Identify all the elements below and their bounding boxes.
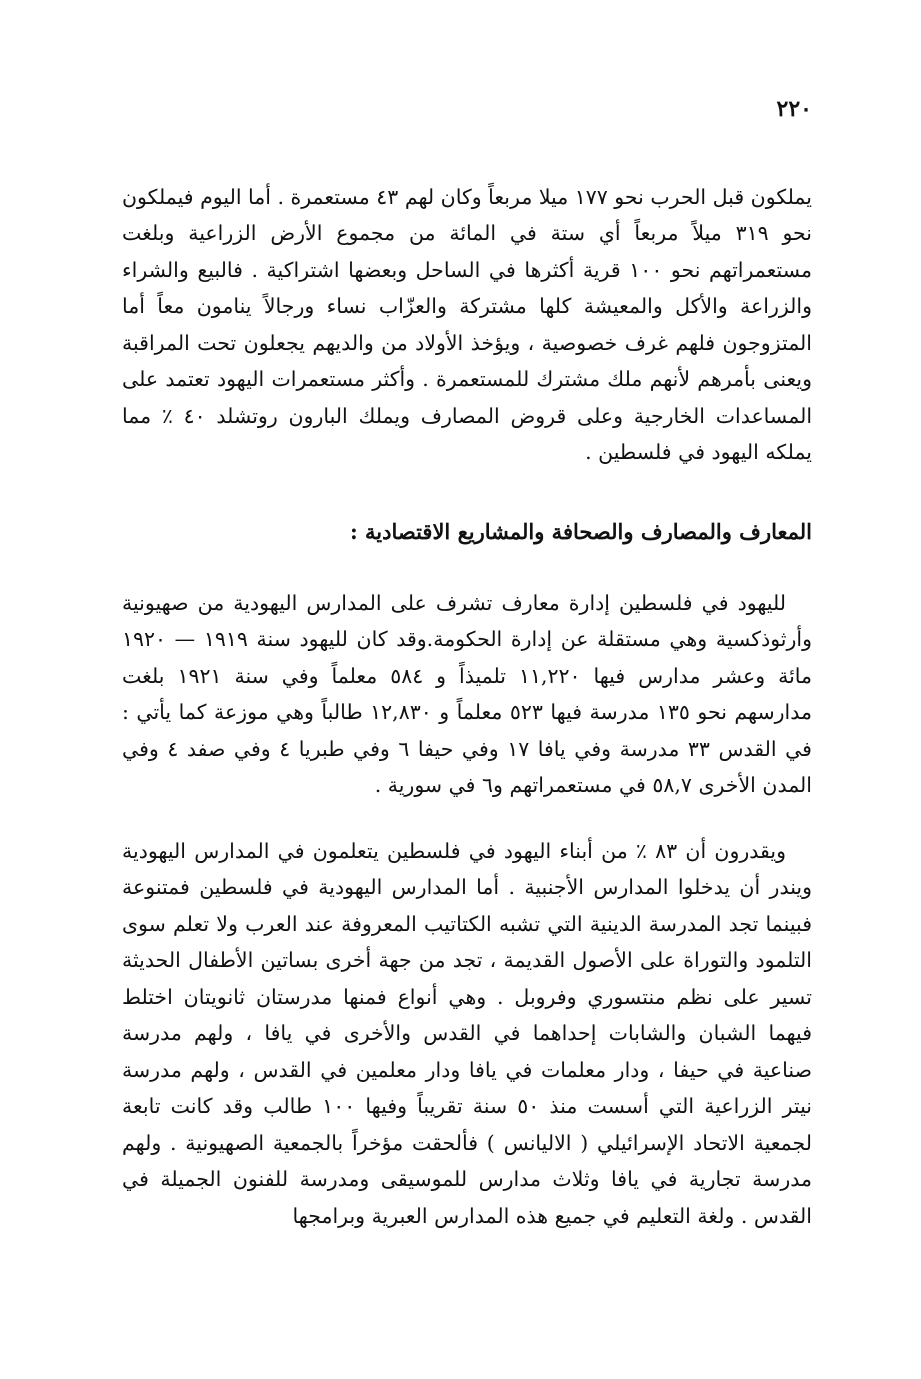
paragraph-settlements: يملكون قبل الحرب نحو ١٧٧ ميلا مربعاً وكان لهم ٤٣ مستعمرة . أما اليوم فيملكون نحو ٣١٩ ميلاً مربعاً أي ستة في المائة من مجموع الأرض الزراعية وبلغت مستعمراتهم نحو ١٠٠ قرية أكثرها في الساحل وبعضها اشتراكية . فالبيع والشراء والزراعة والأكل والمعيشة كلها مشتركة والعزّاب نساء ورجالاً ينامون معاً أما المتزوجون فلهم غرف خصوصية ، ويؤخذ الأولاد من والديهم يجعلون تحت المراقبة ويعنى بأمرهم لأنهم ملك مشترك للمستعمرة . وأكثر مستعمرات اليهود تعتمد على المساعدات الخارجية وعلى قروض المصارف ويملك البارون روتشلد ٤٠ ٪ مما يملكه اليهود في فلسطين . [122,184,813,464]
page-number: ٢٢٠ [776,96,812,122]
paragraph-education-department: لليهود في فلسطين إدارة معارف تشرف على المدارس اليهودية من صهيونية وأرثوذكسية وهي مستقلة عن إدارة الحكومة.وقد كان لليهود سنة ١٩١٩ — ١٩٢٠ مائة وعشر مدارس فيها ١١,٢٢٠ تلميذاً و ٥٨٤ معلماً وفي سنة ١٩٢١ بلغت مدارسهم نحو ١٣٥ مدرسة فيها ٥٢٣ معلماً و ١٢,٨٣٠ طالباً وهي موزعة كما يأتي : في القدس ٣٣ مدرسة وفي يافا ١٧ وفي حيفا ٦ وفي طبريا ٤ وفي صفد ٤ وفي المدن الأخرى ٥٨,٧ في مستعمراتهم و٦ في سورية . [122,590,813,797]
section-heading: المعارف والمصارف والصحافة والمشاريع الاقتصادية : [349,519,812,544]
paragraph-jewish-schools: ويقدرون أن ٨٣ ٪ من أبناء اليهود في فلسطين يتعلمون في المدارس اليهودية ويندر أن يدخلوا المدارس الأجنبية . أما المدارس اليهودية في فلسطين فمتنوعة فبينما تجد المدرسة الدينية التي تشبه الكتاتيب المعروفة عند العرب ولا تعلم سوى التلمود والتوراة على الأصول القديمة ، تجد من جهة أخرى بساتين الأطفال الحديثة تسير على نظم منتسوري وفروبل . وهي أنواع فمنها مدرستان ثانويتان اختلط فيهما الشبان والشابات إحداهما في القدس والأخرى في يافا ، ولهم مدرسة صناعية في حيفا ، ودار معلمات في يافا ودار معلمين في القدس ، ولهم مدرسة نيتر الزراعية التي أسست منذ ٥٠ سنة تقريباً وفيها ١٠٠ طالب وقد كانت تابعة لجمعية الاتحاد الإسرائيلي ( الاليانس ) فألحقت مؤخراً بالجمعية الصهيونية . ولهم مدرسة تجارية في يافا وثلاث مدارس للموسيقى ومدرسة للفنون الجميلة في القدس . ولغة التعليم في جميع هذه المدارس العبرية وبرامجها [122,838,812,1228]
